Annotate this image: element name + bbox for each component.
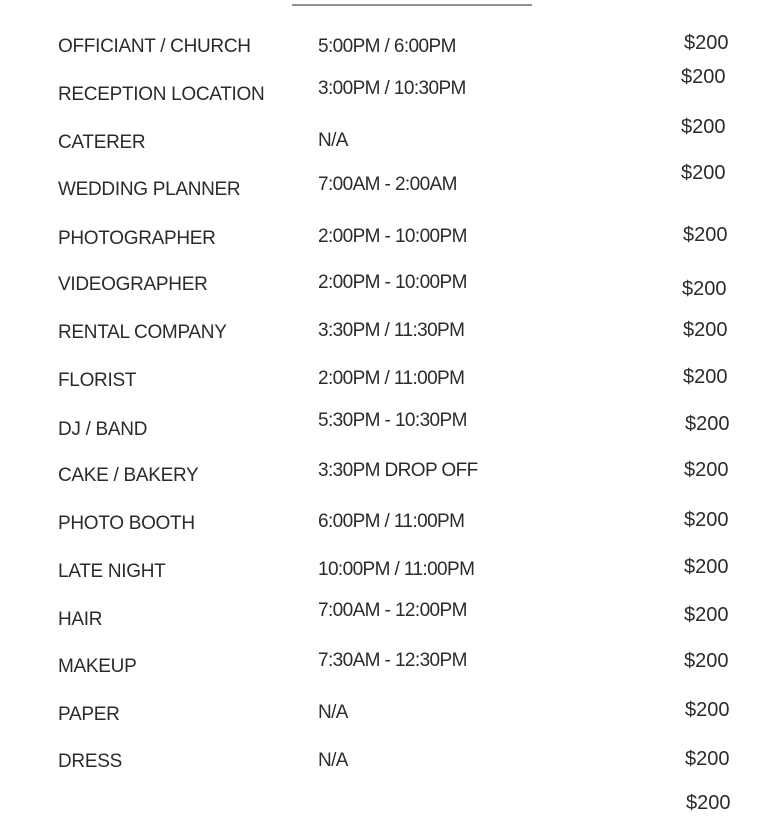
vendor-time: 2:00PM - 10:00PM — [318, 272, 467, 293]
vendor-time: 3:00PM / 10:30PM — [318, 78, 466, 99]
vendor-time: 7:30AM - 12:30PM — [318, 650, 467, 671]
table-row — [0, 410, 770, 448]
vendor-name: DRESS — [58, 751, 122, 772]
vendor-price: $200 — [683, 366, 728, 388]
table-row — [0, 366, 770, 399]
table-row — [0, 600, 770, 639]
vendor-time: 6:00PM / 11:00PM — [318, 511, 465, 532]
vendor-price: $200 — [684, 459, 729, 481]
vendor-name: VIDEOGRAPHER — [58, 274, 208, 295]
vendor-price: $200 — [683, 224, 728, 246]
table-row — [0, 509, 770, 543]
vendor-price: $200 — [685, 699, 730, 721]
vendor-price: $200 — [681, 162, 726, 184]
vendor-price: $200 — [684, 509, 729, 531]
table-row — [0, 274, 770, 304]
vendor-name: DJ / BAND — [58, 419, 148, 440]
vendor-time: 2:00PM - 10:00PM — [318, 226, 467, 247]
vendor-time: N/A — [318, 702, 348, 723]
vendor-name: LATE NIGHT — [58, 561, 166, 582]
table-row — [0, 699, 770, 734]
table-row — [0, 66, 770, 112]
vendor-time: 7:00AM - 12:00PM — [318, 600, 467, 621]
vendor-price: $200 — [683, 319, 728, 341]
vendor-name: PAPER — [58, 704, 120, 725]
vendor-price: $200 — [685, 748, 730, 770]
vendor-time: 10:00PM / 11:00PM — [318, 559, 475, 580]
vendor-price: $200 — [685, 413, 730, 435]
vendor-name: CAKE / BAKERY — [58, 465, 199, 486]
vendor-price: $200 — [684, 650, 729, 672]
vendor-price: $200 — [684, 556, 729, 578]
vendor-time: N/A — [318, 750, 348, 771]
vendor-name: FLORIST — [58, 370, 137, 391]
table-row — [0, 556, 770, 591]
table-row — [0, 319, 770, 352]
table-row — [0, 226, 770, 256]
table-row — [0, 459, 770, 495]
vendor-price: $200 — [684, 604, 729, 626]
table-row — [0, 116, 770, 160]
vendor-time: N/A — [318, 130, 348, 151]
vendor-time: 2:00PM / 11:00PM — [318, 368, 465, 389]
vendor-price: $200 — [682, 278, 727, 300]
vendor-price: $200 — [681, 66, 726, 88]
header-cutoff — [292, 0, 532, 6]
vendor-time: 5:30PM - 10:30PM — [318, 410, 467, 431]
vendor-name: PHOTO BOOTH — [58, 513, 195, 534]
vendor-time: 3:30PM / 11:30PM — [318, 320, 465, 341]
table-row — [0, 748, 770, 781]
vendor-price: $200 — [684, 32, 729, 54]
vendor-name: MAKEUP — [58, 656, 137, 677]
vendor-name: RECEPTION LOCATION — [58, 84, 265, 105]
vendor-time: 7:00AM - 2:00AM — [318, 174, 457, 195]
vendor-name: OFFICIANT / CHURCH — [58, 36, 251, 57]
table-row — [0, 162, 770, 207]
vendor-price: $200 — [686, 792, 731, 814]
vendor-price: $200 — [681, 116, 726, 138]
vendor-name: CATERER — [58, 132, 146, 153]
vendor-name: WEDDING PLANNER — [58, 179, 241, 200]
table-row — [0, 792, 770, 826]
vendor-name: RENTAL COMPANY — [58, 322, 227, 343]
table-row — [0, 34, 770, 64]
vendor-time: 3:30PM DROP OFF — [318, 460, 478, 481]
vendor-name: PHOTOGRAPHER — [58, 228, 216, 249]
table-row — [0, 650, 770, 686]
vendor-time: 5:00PM / 6:00PM — [318, 36, 456, 57]
vendor-name: HAIR — [58, 609, 103, 630]
